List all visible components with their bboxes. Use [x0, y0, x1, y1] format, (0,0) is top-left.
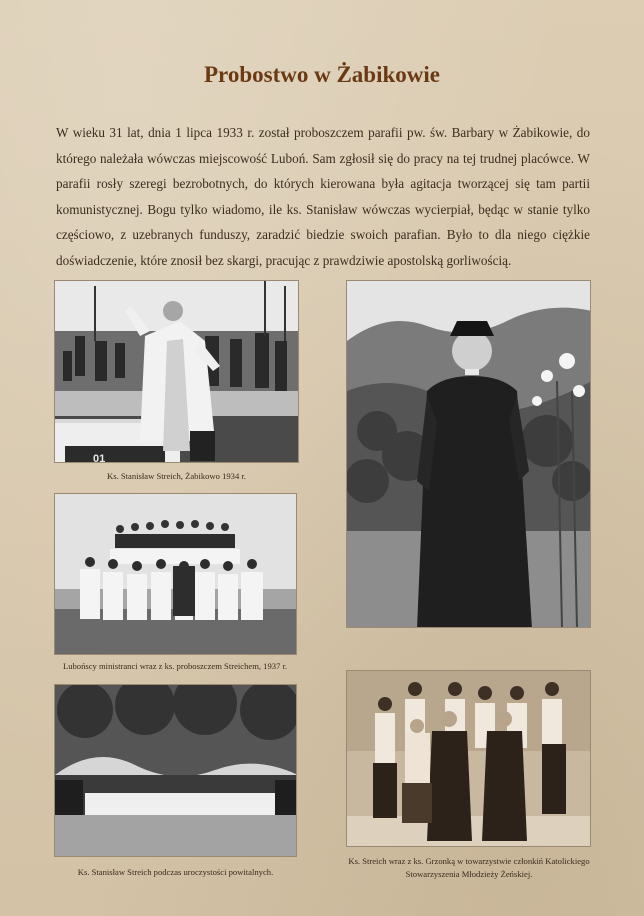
page-title: Probostwo w Żabikowie	[204, 62, 440, 87]
caption-photo-1: Ks. Stanisław Streich, Żabikowo 1934 r.	[107, 471, 246, 481]
caption-photo-4: Ks. Stanisław Streich podczas uroczystości powitalnych.	[77, 867, 274, 877]
caption-photo-3: Lubońscy ministranci wraz z ks. proboszczem Streichem, 1937 r.	[62, 661, 288, 671]
altar-sign: 01	[93, 453, 106, 463]
photo-outdoor-mass	[54, 280, 299, 463]
photo-altar-servers	[54, 493, 297, 655]
intro-paragraph: W wieku 31 lat, dnia 1 lipca 1933 r. został proboszczem parafii pw. św. Barbary w Żabikowie, do którego należała wówczas miejscowość Luboń. Sam zgłosił się do pracy na tej trudnej placówce. W parafii rosły szeregi bezrobotnych, do których kierowana była agitacja tworzącej się tam partii komunistycznej. Bogu tylko wiadomo, ile ks. Stanisław wówczas wycierpiał, będąc w stanie tylko częściowo, z uzebranych funduszy, zaradzić biedzie swoich parafian. Było to dla niego ciężkie doświadczenie, które znosił bez skargi, pracując z prawdziwie apostolską gorliwością.	[56, 125, 590, 268]
photo-welcome-celebration	[54, 684, 297, 857]
photo-priest-portrait	[346, 280, 591, 628]
caption-photo-5: Ks. Streich wraz z ks. Grzonką w towarzystwie członkiń Katolickiego Stowarzyszenia Młodzieży Żeńskiej.	[348, 856, 590, 879]
photo-catholic-youth-association	[346, 670, 591, 847]
